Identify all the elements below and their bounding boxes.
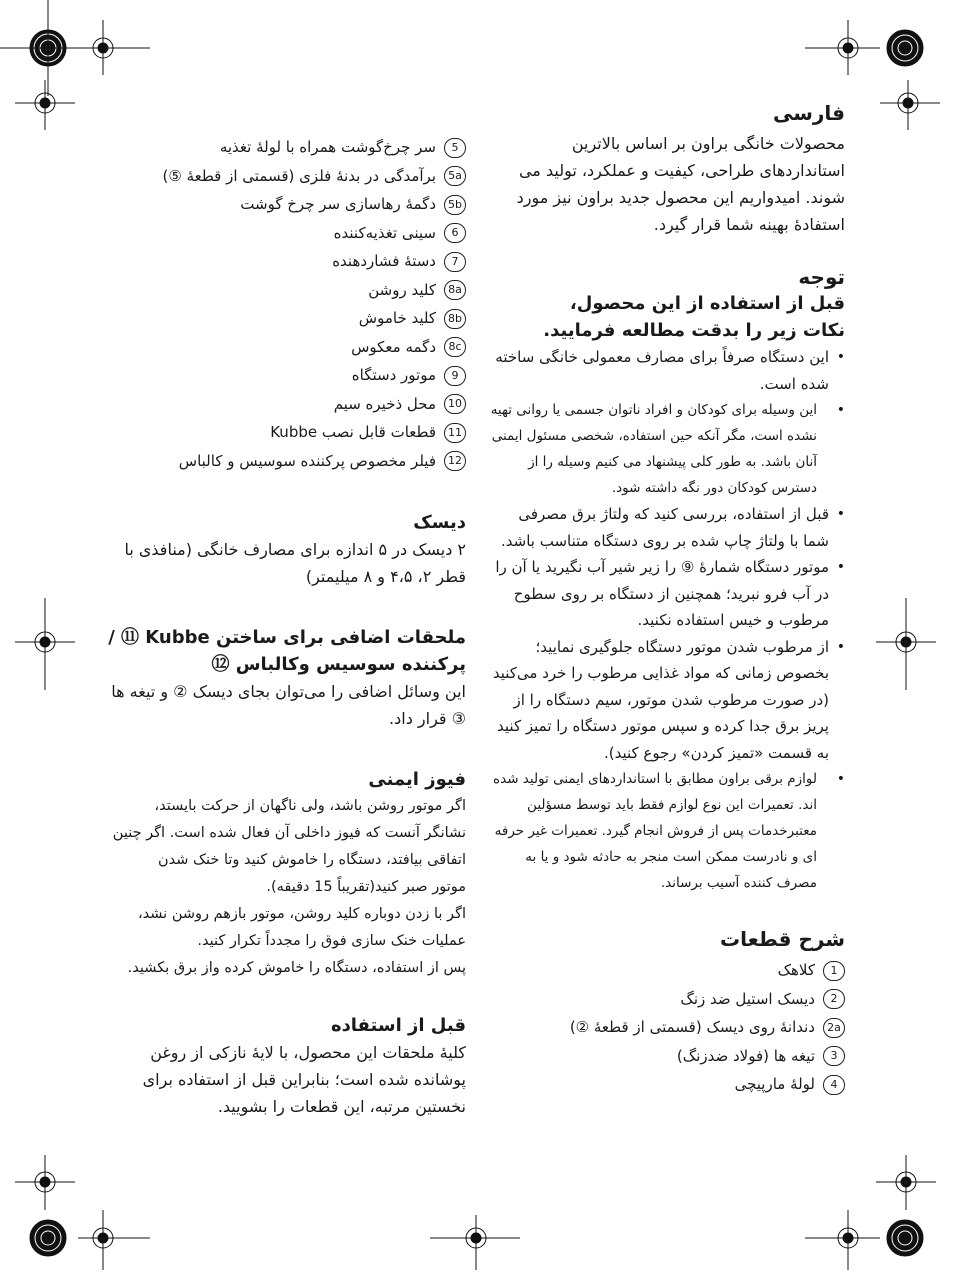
part-number: 2 (823, 989, 845, 1009)
list-item: • قبل از استفاده، بررسی کنید که ولتاژ برق مصرفی شما با ولتاژ چاپ شده بر روی دستگاه متناسب باشد. (490, 501, 845, 554)
list-item: 7دستهٔ فشاردهنده (105, 247, 466, 276)
part-number: 9 (444, 366, 466, 386)
list-item: 3تیغه ها (فولاد ضدزنگ) (490, 1042, 845, 1071)
language-title: فارسی (772, 101, 845, 125)
fuse-title: فیوز ایمنی (368, 769, 466, 790)
crosshair-mark-mid-right (876, 598, 936, 690)
part-number: 2a (823, 1018, 845, 1038)
part-number: 4 (823, 1075, 845, 1095)
part-number: 1 (823, 961, 845, 981)
list-item: • این دستگاه صرفاً برای مصارف معمولی خانگی ساخته شده است. (490, 344, 845, 397)
list-item: 2دیسک استیل ضد زنگ (490, 985, 845, 1014)
list-item: • موتور دستگاه شمارهٔ ⑨ را زیر شیر آب نگیرید یا آن را در آب فرو نبرید؛ همچنین از دستگاه بر روی سطوح مرطوب و خیس استفاده نکنید. (490, 554, 845, 634)
part-number: 8c (444, 337, 466, 357)
safety-list (490, 344, 845, 896)
crosshair-mark-bottom-right-1 (805, 1210, 880, 1270)
part-number: 7 (444, 252, 466, 272)
list-item: 11قطعات قابل نصب Kubbe (105, 418, 466, 447)
list-item: 5سر چرخ‌گوشت همراه با لولهٔ تغذیه (105, 133, 466, 162)
crosshair-mark-top-right-1 (805, 20, 880, 75)
list-item: 1کلاهک (490, 956, 845, 985)
part-number: 5 (444, 138, 466, 158)
list-item: 8bکلید خاموش (105, 304, 466, 333)
sunburst-mark-top-right (887, 30, 923, 66)
right-column (490, 100, 845, 1099)
part-number: 3 (823, 1046, 845, 1066)
part-number: 5b (444, 195, 466, 215)
sunburst-mark-bottom-left (30, 1220, 66, 1256)
part-number: 12 (444, 451, 466, 471)
list-item: 8cدگمه معکوس (105, 333, 466, 362)
note-title: توجه (798, 265, 845, 289)
part-number: 11 (444, 423, 466, 443)
crosshair-mark-bottom-right-2 (876, 1155, 936, 1210)
intro-paragraph: محصولات خانگی براون بر اساس بالاترین استانداردهای طراحی، کیفیت و عملکرد، تولید می شوند. امیدواریم این محصول جدید براون نیز مورد استفادهٔ بهینه شما قرار گیرد. (516, 134, 845, 234)
part-number: 8b (444, 309, 466, 329)
list-item: • لوازم برقی براون مطابق با استانداردهای ایمنی تولید شده اند. تعمیرات این نوع لوازم فقط باید توسط مسؤلین معتبرخدمات پس از فروش انجام گیرد. تعمیرات غیر حرفه ای و نادرست ممکن است منجر به حادثه شود و یا به مصرف کننده آسیب برساند. (490, 766, 845, 896)
before-use-paragraph: کلیهٔ ملحقات این محصول، با لایهٔ نازکی از روغن پوشانده شده است؛ بنابراین قبل از استفاده برای نخستین مرتبه، این قطعات را بشویید. (142, 1043, 466, 1116)
part-number: 10 (444, 394, 466, 414)
note-subtitle-1: قبل از استفاده از این محصول، (569, 293, 845, 314)
before-use-title: قبل از استفاده (330, 1015, 466, 1036)
list-item: 5bدگمهٔ رهاسازی سر چرخ گوشت (105, 190, 466, 219)
crosshair-mark-top-2 (15, 80, 75, 130)
list-item: 5aبرآمدگی در بدنهٔ فلزی (قسمتی از قطعهٔ ⑤) (105, 162, 466, 191)
left-column (105, 133, 466, 1120)
part-number: 5a (444, 166, 466, 186)
crosshair-mark-bottom-left-2 (78, 1210, 150, 1270)
crosshair-mark-mid-left (15, 598, 75, 690)
crosshair-mark-bottom-left-1 (15, 1155, 75, 1210)
sunburst-mark-bottom-right (887, 1220, 923, 1256)
list-item: 9موتور دستگاه (105, 361, 466, 390)
disc-title: دیسک (413, 512, 466, 533)
parts-title: شرح قطعات (720, 927, 845, 951)
list-item: 8aکلید روشن (105, 276, 466, 305)
disc-paragraph: ۲ دیسک در ۵ اندازه برای مصارف خانگی (منافذی با قطر ۲، ۴،۵ و ۸ میلیمتر) (124, 540, 466, 586)
crosshair-mark-bottom-center (430, 1215, 520, 1270)
list-item: 4لولهٔ مارپیچی (490, 1070, 845, 1099)
note-subtitle-2: نکات زیر را بدقت مطالعه فرمایید. (543, 320, 845, 341)
parts-list-continued (105, 133, 466, 475)
fuse-paragraph: اگر موتور روشن باشد، ولی ناگهان از حرکت بایستد، نشانگر آنست که فیوز داخلی آن فعال شده است. اگر چنین اتفاقی بیافتد، دستگاه را خاموش کنید وتا خنک شدن موتور صبر کنید(تقریباً 15 دقیقه). اگر با زدن دوباره کلید روشن، موتور بازهم روشن نشد، عملیات خنک سازی فوق را مجدداً تکرار کنید. پس از استفاده، دستگاه را خاموش کرده واز برق بکشید. (112, 798, 466, 976)
parts-list (490, 956, 845, 1099)
list-item: 6سینی تغذیه‌کننده (105, 219, 466, 248)
list-item: 10محل ذخیره سیم (105, 390, 466, 419)
list-item: 2aدندانهٔ روی دیسک (قسمتی از قطعهٔ ②) (490, 1013, 845, 1042)
part-number: 8a (444, 280, 466, 300)
crosshair-mark-top-1 (78, 20, 150, 75)
accessories-title-1: ملحقات اضافی برای ساختن Kubbe ⑪ / (108, 627, 466, 648)
accessories-title-2: پرکننده سوسیس وکالباس ⑫ (211, 654, 466, 675)
crosshair-mark-top-right-2 (880, 80, 940, 130)
accessories-paragraph: این وسائل اضافی را می‌توان بجای دیسک ② و تیغه ها ③ قرار داد. (111, 682, 466, 728)
part-number: 6 (444, 223, 466, 243)
list-item: 12فیلر مخصوص پرکننده سوسیس و کالباس (105, 447, 466, 476)
list-item: • از مرطوب شدن موتور دستگاه جلوگیری نمایید؛ بخصوص زمانی که مواد غذایی مرطوب را خرد می‌کنید (در صورت مرطوب شدن موتور، سیم دستگاه را از پریز برق جدا کرده و سپس موتور دستگاه را تمیز کنید به قسمت «تمیز کردن» رجوع کنید). (490, 634, 845, 767)
list-item: • این وسیله برای کودکان و افراد ناتوان جسمی یا روانی تهیه نشده است، مگر آنکه حین استفاده، شخصی مسئول ایمنی آنان باشد. به طور کلی پیشنهاد می کنیم وسیله را از دسترس کودکان دور نگه داشته شود. (490, 397, 845, 501)
